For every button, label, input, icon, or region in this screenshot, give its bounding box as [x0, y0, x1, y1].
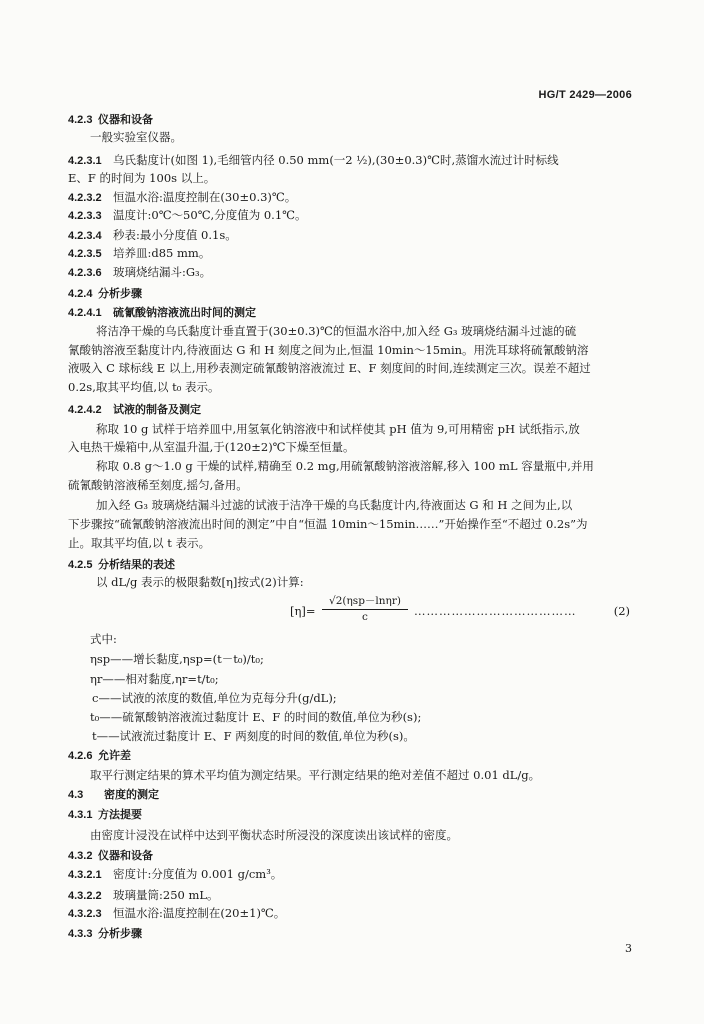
line-text: 密度计:分度值为 0.001 g/cm³。 — [113, 867, 283, 881]
text-line — [68, 573, 638, 591]
heading-title: 方法提要 — [98, 808, 142, 821]
clause-number: 4.2.4.2 — [68, 404, 102, 416]
heading-title: 分析步骤 — [98, 287, 142, 300]
section-heading — [68, 746, 638, 764]
clause-number: 4.2.5 — [68, 559, 93, 571]
line-text: 式中: — [90, 632, 117, 646]
clause-number: 4.3.2.1 — [68, 869, 102, 881]
clause-number: 4.2.3.1 — [68, 155, 102, 167]
text-line — [68, 263, 638, 281]
text-line — [68, 359, 638, 377]
line-text: 玻璃量筒:250 mL。 — [113, 888, 219, 902]
line-text: t——试液流过黏度计 E、F 两刻度的时间的数值,单位为秒(s)。 — [92, 729, 415, 743]
text-line — [68, 708, 638, 726]
text-line — [68, 169, 638, 187]
line-text: ηsp——增长黏度,ηsp=(t－t₀)/t₀; — [90, 652, 264, 666]
equation-denominator: c — [362, 611, 368, 623]
text-line — [68, 630, 638, 648]
text-line — [68, 438, 638, 456]
line-text: 将洁净干燥的乌氏黏度计垂直置于(30±0.3)℃的恒温水浴中,加入经 G₃ 玻璃烧结漏斗过滤的硫 — [96, 324, 577, 338]
section-heading — [68, 110, 638, 128]
line-text: 氰酸钠溶液至黏度计内,待液面达 G 和 H 刻度之间为止,恒温 10min～15min。用洗耳球将硫氰酸钠溶 — [68, 343, 589, 357]
text-line — [68, 341, 638, 359]
heading-title: 硫氰酸钠溶液流出时间的测定 — [113, 306, 256, 319]
clause-number: 4.3.1 — [68, 809, 93, 821]
text-line — [68, 420, 638, 438]
section-heading — [68, 303, 638, 321]
text-line — [68, 904, 638, 922]
text-line — [68, 496, 638, 514]
text-line — [68, 206, 638, 224]
clause-number: 4.3.2.3 — [68, 908, 102, 920]
line-text: 培养皿:d85 mm。 — [113, 246, 211, 260]
heading-title: 允许差 — [98, 749, 131, 762]
equation-2 — [290, 594, 630, 628]
line-text: 恒温水浴:温度控制在(30±0.3)℃。 — [113, 190, 297, 204]
line-text: 秒表:最小分度值 0.1s。 — [113, 228, 237, 242]
text-line — [68, 727, 638, 745]
section-heading — [68, 555, 638, 573]
text-line — [68, 670, 638, 688]
line-text: 下步骤按“硫氰酸钠溶液流出时间的测定”中自“恒温 10min～15min……”开始操作至“不超过 0.2s”为 — [68, 517, 588, 531]
line-text: t₀——硫氰酸钠溶液流过黏度计 E、F 的时间的数值,单位为秒(s); — [90, 710, 422, 724]
section-heading — [68, 785, 638, 803]
section-heading — [68, 805, 638, 823]
line-text: 称取 0.8 g～1.0 g 干燥的试样,精确至 0.2 mg,用硫氰酸钠溶液溶解,移入 100 mL 容量瓶中,并用 — [96, 459, 594, 473]
clause-number: 4.2.3.5 — [68, 248, 102, 260]
heading-title: 密度的测定 — [104, 788, 159, 801]
clause-number: 4.2.4.1 — [68, 307, 102, 319]
heading-title: 仪器和设备 — [98, 113, 153, 126]
heading-title: 试液的制备及测定 — [113, 403, 201, 416]
section-heading — [68, 284, 638, 302]
text-line — [68, 826, 638, 844]
text-line — [68, 534, 638, 552]
equation-numerator: √2(ηsp－lnηr) — [322, 594, 408, 610]
equation-number: (2) — [613, 604, 630, 618]
text-line — [68, 226, 638, 244]
line-text: 恒温水浴:温度控制在(20±1)℃。 — [113, 906, 286, 920]
text-line — [68, 865, 638, 883]
text-line — [68, 476, 638, 494]
heading-title: 仪器和设备 — [98, 849, 153, 862]
line-text: 止。取其平均值,以 t 表示。 — [68, 536, 211, 550]
clause-number: 4.2.3.3 — [68, 210, 102, 222]
line-text: 一般实验室仪器。 — [90, 130, 182, 144]
text-line — [68, 515, 638, 533]
line-text: 玻璃烧结漏斗:G₃。 — [113, 265, 212, 279]
line-text: 温度计:0℃～50℃,分度值为 0.1℃。 — [113, 208, 307, 222]
line-text: 以 dL/g 表示的极限黏数[η]按式(2)计算: — [96, 575, 304, 589]
line-text: 乌氏黏度计(如图 1),毛细管内径 0.50 mm(一2 ½),(30±0.3)℃时,蒸馏水流过计时标线 — [113, 153, 559, 167]
text-line — [68, 244, 638, 262]
text-line — [68, 650, 638, 668]
text-line — [68, 151, 638, 169]
text-line — [68, 689, 638, 707]
clause-number: 4.2.3.2 — [68, 192, 102, 204]
equation-lhs: [η]= — [290, 604, 316, 618]
equation-fraction — [322, 594, 408, 624]
clause-number: 4.2.4 — [68, 288, 93, 300]
line-text: 称取 10 g 试样于培养皿中,用氢氧化钠溶液中和试样使其 pH 值为 9,可用精密 pH 试纸指示,放 — [96, 422, 580, 436]
clause-number: 4.3.2 — [68, 850, 93, 862]
line-text: ηr——相对黏度,ηr=t/t₀; — [90, 672, 219, 686]
equation-leader: ………………………………… — [414, 604, 577, 618]
clause-number: 4.3 — [68, 789, 84, 801]
line-text: c——试液的浓度的数值,单位为克每分升(g/dL); — [92, 691, 337, 705]
section-heading — [68, 400, 638, 418]
clause-number: 4.2.3.4 — [68, 230, 102, 242]
standard-header: HG/T 2429—2006 — [538, 89, 632, 101]
heading-title: 分析步骤 — [98, 927, 142, 940]
clause-number: 4.2.6 — [68, 750, 93, 762]
line-text: 加入经 G₃ 玻璃烧结漏斗过滤的试液于洁净干燥的乌氏黏度计内,待液面达 G 和 H 之间为止,以 — [96, 498, 573, 512]
line-text: 入电热干燥箱中,从室温升温,于(120±2)℃下燥至恒量。 — [68, 440, 355, 454]
line-text: 由密度计浸没在试样中达到平衡状态时所浸没的深度读出该试样的密度。 — [90, 828, 458, 842]
clause-number: 4.3.2.2 — [68, 890, 102, 902]
clause-number: 4.3.3 — [68, 928, 93, 940]
clause-number: 4.2.3.6 — [68, 267, 102, 279]
heading-title: 分析结果的表述 — [98, 558, 175, 571]
line-text: E、F 的时间为 100s 以上。 — [68, 171, 216, 185]
clause-number: 4.2.3 — [68, 114, 93, 126]
text-line — [68, 188, 638, 206]
text-line — [68, 886, 638, 904]
page-number: 3 — [625, 942, 632, 955]
line-text: 液吸入 C 球标线 E 以上,用秒表测定硫氰酸钠溶液流过 E、F 刻度间的时间,连续测定三次。误差不超过 — [68, 361, 591, 375]
section-heading — [68, 846, 638, 864]
line-text: 0.2s,取其平均值,以 t₀ 表示。 — [68, 380, 220, 394]
text-line — [68, 322, 638, 340]
text-line — [68, 128, 638, 146]
section-heading — [68, 924, 638, 942]
text-line — [68, 378, 638, 396]
line-text: 取平行测定结果的算术平均值为测定结果。平行测定结果的绝对差值不超过 0.01 dL/g。 — [90, 768, 541, 782]
text-line — [68, 457, 638, 475]
text-line — [68, 766, 638, 784]
line-text: 硫氰酸钠溶液稀至刻度,摇匀,备用。 — [68, 478, 248, 492]
